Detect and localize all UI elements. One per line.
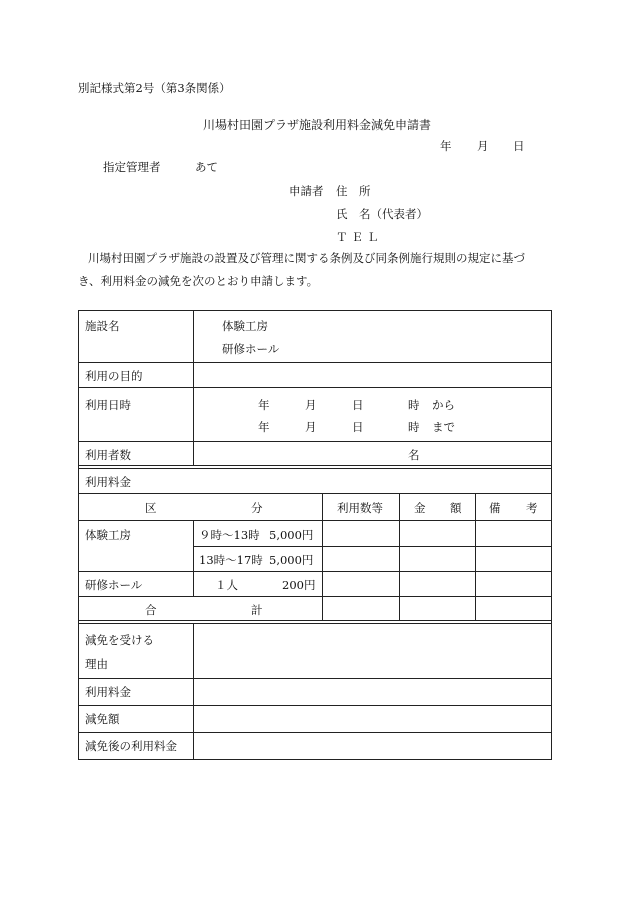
fee-row-price: 200円 [282, 578, 316, 592]
datetime-to-month: 月 [305, 420, 317, 434]
fee-row-facility: 研修ホール [85, 578, 143, 592]
users-unit: 名 [408, 448, 420, 462]
fee-after-reduction-label: 減免後の利用料金 [85, 739, 177, 753]
document-title: 川場村田園プラザ施設利用料金減免申請書 [203, 118, 432, 132]
datetime-from-day: 日 [352, 398, 364, 412]
fee-header-remarks-a: 備 [489, 501, 501, 515]
fee-row-price: 5,000円 [269, 553, 314, 567]
datetime-to-year: 年 [258, 420, 270, 434]
purpose-label: 利用の目的 [85, 369, 143, 383]
fee-header-amount-b: 額 [450, 501, 462, 515]
datetime-to-hour: 時 [408, 420, 420, 434]
name-label: 氏 名（代表者） [336, 207, 428, 221]
usage-fee-label: 利用料金 [85, 685, 131, 699]
date-month-label: 月 [477, 139, 489, 153]
total-label-b: 計 [251, 603, 263, 617]
datetime-from-year: 年 [258, 398, 270, 412]
form-number: 別記様式第2号（第3条関係） [78, 81, 231, 95]
datetime-from-hour: 時 [408, 398, 420, 412]
applicant-label: 申請者 [289, 184, 324, 198]
fee-label: 利用料金 [85, 475, 131, 489]
fee-header-bun: 分 [251, 501, 263, 515]
body-text-line-1: 川場村田園プラザ施設の設置及び管理に関する条例及び同条例施行規則の規定に基づ [88, 251, 525, 265]
fee-header-ku: 区 [145, 501, 157, 515]
date-year-label: 年 [440, 139, 452, 153]
facility-option-workshop[interactable]: 体験工房 [222, 319, 268, 333]
datetime-label: 利用日時 [85, 398, 131, 412]
address-label: 住 所 [336, 184, 371, 198]
users-label: 利用者数 [85, 448, 131, 462]
fee-row-facility: 体験工房 [85, 528, 131, 542]
purpose-field[interactable] [196, 364, 550, 386]
datetime-from-month: 月 [305, 398, 317, 412]
body-text-line-2: き、利用料金の減免を次のとおり申請します。 [78, 274, 319, 288]
fee-row-time: ９時～13時 [199, 528, 260, 542]
fee-header-amount-a: 金 [414, 501, 426, 515]
fee-row-time: 13時～17時 [199, 553, 263, 567]
reduction-amount-label: 減免額 [85, 712, 120, 726]
addressee-suffix: あて [195, 160, 218, 174]
reason-label-line-2: 理由 [85, 657, 108, 671]
fee-header-count: 利用数等 [337, 501, 383, 515]
reason-label-line-1: 減免を受ける [85, 633, 154, 647]
datetime-from-suffix: から [432, 398, 455, 412]
fee-row-time: １人 [215, 578, 238, 592]
datetime-to-suffix: まで [432, 420, 455, 434]
facility-label: 施設名 [85, 319, 120, 333]
addressee-label: 指定管理者 [103, 160, 161, 174]
date-day-label: 日 [513, 139, 525, 153]
facility-option-hall[interactable]: 研修ホール [222, 342, 280, 356]
fee-row-price: 5,000円 [269, 528, 314, 542]
total-label-a: 合 [145, 603, 157, 617]
tel-label: ＴＥＬ [336, 230, 383, 244]
datetime-to-day: 日 [352, 420, 364, 434]
fee-header-remarks-b: 考 [526, 501, 538, 515]
